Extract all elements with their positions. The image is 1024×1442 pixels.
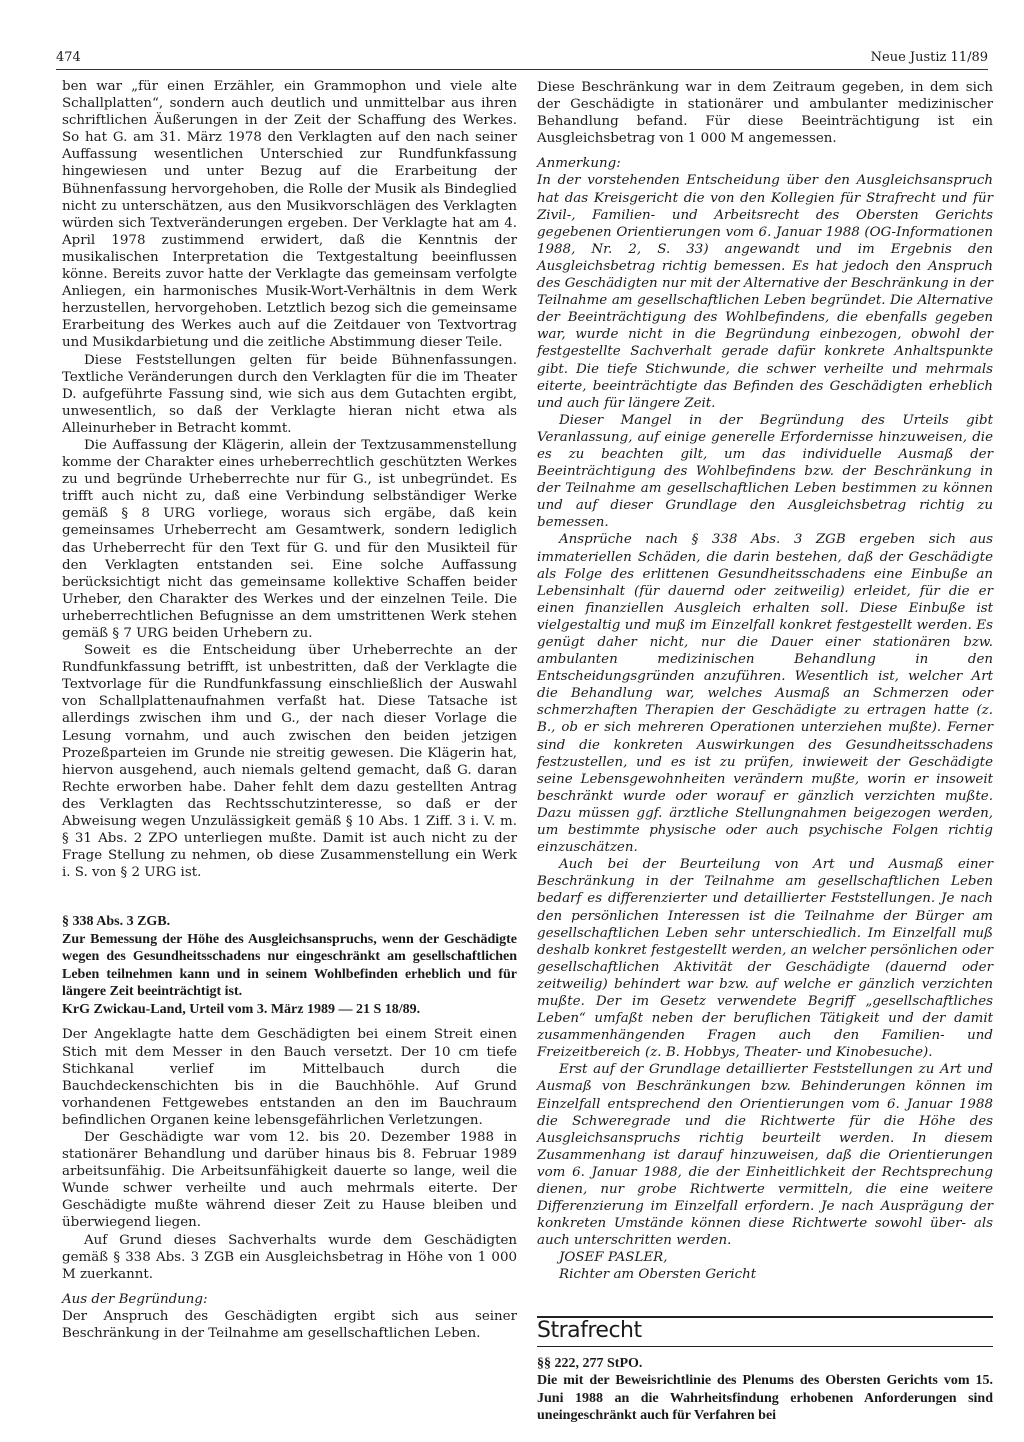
paragraph: Der Geschädigte war vom 12. bis 20. Dezember 1988 in stationärer Behandlung und darüber hinaus bis 8. Februar 1989 arbeitsunfähig. Die Arbeitsunfähigkeit dauerte so lange, weil die Wunde schwer verheilte und auch mehrmals eiterte. Der Geschädigte mußte während dieser Zeit zu Hause bleiben und überwiegend liegen. [62,1129,517,1231]
note-paragraph: Auch bei der Beurteilung von Art und Ausmaß einer Beschränkung in der Teilnahme am gesellschaftlichen Leben bedarf es differenzierter und detaillierter Feststellungen. Je nach den persönlichen Interessen ist die Teilnahme der Bürger am gesellschaftlichen Leben sehr unterschiedlich. Im Einzelfall muß deshalb konkret festgestellt werden, an welcher persönlichen oder gesellschaftlichen Aktivität der Geschädigte (dauernd oder zeitweilig) behindert war bzw. auf welche er gänzlich verzichten mußte. Der im Gesetz verwendete Begriff „gesellschaftliches Leben“ umfaßt neben der beruflichen Tätigkeit und der damit zusammenhängenden Fragen auch den Familien- und Freizeitbereich (z. B. Hobbys, Theater- und Kinobesuche). [537,857,993,1061]
paragraph: ben war „für einen Erzähler, ein Grammophon und viele alte Schallplatten“, sondern auch deutlich und unmittelbar aus ihren schriftlichen Äußerungen in der Zeit der Schaffung des Werkes. So hat G. am 31. März 1978 den Verklagten auf den nach seiner Auffassung wesentlichen Unterschied zur Rundfunkfassung hingewiesen und unter Bezug auf die Erarbeitung der Bühnenfassung hervorgehoben, die Rolle der Musik als Bindeglied nicht zu unterschätzen, aus den Musikvorschlägen des Verklagten würden sich Textveränderungen ergeben. Der Verklagte hat am 4. April 1978 zustimmend erwidert, daß die Kenntnis der musikalischen Interpretation die Textgestaltung beeinflussen könne. Bereits zuvor hatte der Verklagte das gemeinsam verfolgte Anliegen, ein harmonisches Musik-Wort-Verhältnis in dem Werk herzustellen, hervorgehoben. Letztlich bezog sich die gemeinsame Erarbeitung des Werkes auch auf die Zeitdauer von Textvortrag und Musikdarbietung und die zeitliche Abstimmung dieser Teile. [62,79,517,351]
note-paragraph: Dieser Mangel in der Begründung des Urteils gibt Veranlassung, auf einige generelle Erfordernisse hinzuweisen, die es zu beachten gilt, um das individuelle Ausmaß der Beeinträchtigung des Wohlbefindens bzw. der Beschränkung in der Teilnahme am gesellschaftlichen Leben bestimmen zu können und auf dieser Grundlage den Ausgleichsbetrag richtig zu bemessen. [537,412,993,531]
header-rule [56,69,988,70]
case-leitsatz: Zur Bemessung der Höhe des Ausgleichsanspruchs, wenn der Geschädigte wegen des Gesundheitsschadens nur eingeschränkt am gesellschaftlichen Leben teilnehmen kann und in seinem Wohlbefinden erheblich und für längere Zeit beeinträchtigt ist. [62,931,517,1000]
paragraph: Diese Beschränkung war in dem Zeitraum gegeben, in dem sich der Geschädigte in stationärer und ambulanter medizinischer Behandlung befand. Für diese Beeinträchtigung ist ein Ausgleichsbetrag von 1 000 M angemessen. [537,80,993,147]
right-column [537,79,993,1425]
paragraph: Der Angeklagte hatte dem Geschädigten bei einem Streit einen Stich mit dem Messer in den Bauch versetzt. Der 10 cm tiefe Stichkanal verlief im Mittelbauch durch die Bauchdeckenschichten bis in die Bauchhöhle. Auf Grund vorhandenen Fettgewebes entstanden an den im Bauchraum befindlichen Organen keine lebensgefährlichen Verletzungen. [62,1027,517,1128]
paragraph: Soweit es die Entscheidung über Urheberrechte an der Rundfunkfassung betrifft, ist unbestritten, daß der Verklagte die Textvorlage für die Rundfunkfassung einschließlich der Auswahl von Schallplattenaufnahmen verfaßt hat. Diese Tatsache ist allerdings zwischen ihm und G., der nach dieser Vorlage die Lesung vornahm, und auch zwischen den beiden jetzigen Prozeßparteien im Grunde nie streitig gewesen. Die Klägerin hat, hiervon ausgehend, auch niemals geltend gemacht, daß G. daran Rechte erworben habe. Daher fehlt dem dazu gestellten Antrag des Verklagten das Rechtsschutzinteresse, so daß er der Abweisung wegen Unzulässigkeit gemäß § 10 Abs. 1 Ziff. 3 i. V. m. § 31 Abs. 2 ZPO unterliegen mußte. Damit ist auch nicht zu der Frage Stellung zu nehmen, ob diese Zusammenstellung ein Werk i. S. von § 2 URG ist. [62,643,517,881]
paragraph: Die Auffassung der Klägerin, allein der Textzusammenstellung komme der Charakter eines urheberrechtlich geschützten Werkes zu und begründe Urheberrechte nur für G., ist unbegründet. Es trifft auch nicht zu, daß eine Verbindung selbständiger Werke gemäß § 8 URG vorliege, woraus sich ergäbe, daß kein gemeinsames Urheberrecht am Gesamtwerk, sondern lediglich das Urheberrecht für den Text für G. und für den Musikteil für den Verklagten entstanden sei. Eine solche Auffassung berücksichtigt nicht das gemeinsame kollektive Schaffen beider Urheber, den Charakter des Werkes und der einzelnen Teile. Die urheberrechtlichen Befugnisse an dem umstrittenen Werk stehen gemäß § 7 URG beiden Urhebern zu. [62,437,517,641]
page-number: 474 [56,50,81,65]
paragraph: Auf Grund dieses Sachverhalts wurde dem Geschädigten gemäß § 338 Abs. 3 ZGB ein Ausgleichsbetrag in Höhe von 1 000 M zuerkannt. [62,1232,517,1282]
section-title: Strafrecht [537,1317,642,1343]
page-header [56,50,988,68]
note-paragraph: In der vorstehenden Entscheidung über den Ausgleichsanspruch hat das Kreisgericht die von den Kollegien für Strafrecht und für Zivil-, Familien- und Arbeitsrecht des Obersten Gerichts gegebenen Orientierungen vom 6. Januar 1988 (OG-Informationen 1988, Nr. 2, S. 33) angewandt und im Ergebnis den Ausgleichsbetrag richtig bemessen. Es hat jedoch den Anspruch des Geschädigten nur mit der Alternative der Beschränkung in der Teilnahme am gesellschaftlichen Leben begründet. Die Alternative der Beeinträchtigung des Wohlbefindens, die ebenfalls gegeben war, wurde nicht in die Begründung einbezogen, obwohl der festgestellte Sachverhalt gerade dafür konkrete Anhaltspunkte gibt. Die tiefe Stichwunde, die schwer verheilte und mehrmals eiterte, beeinträchtigte das Befinden des Geschädigten erheblich und auch für längere Zeit. [537,173,993,411]
note-heading: Anmerkung: [537,156,621,172]
left-column [62,78,517,1342]
case-court: KrG Zwickau-Land, Urteil vom 3. März 1989 — 21 S 18/89. [62,1001,421,1017]
paragraph: Diese Feststellungen gelten für beide Bühnenfassungen. Textliche Veränderungen durch den Verklagten für die im Theater D. aufgeführte Fassung sind, wie sich aus dem Gutachten ergibt, unwesentlich, so daß der Verklagte hieran nicht etwa als Alleinurheber in Betracht kommt. [62,352,517,436]
journal-issue: Neue Justiz 11/89 [870,50,988,65]
signature-title: Richter am Obersten Gericht [559,1267,757,1283]
signature-name: JOSEF PASLER, [559,1250,668,1266]
note-paragraph: Ansprüche nach § 338 Abs. 3 ZGB ergeben sich aus immateriellen Schäden, die darin bestehen, daß der Geschädigte als Folge des erlittenen Gesundheitsschadens eine Einbuße an Lebensinhalt (für dauernd oder zeitweilig) erleidet, für die er einen finanziellen Ausgleich erhalten soll. Diese Einbuße ist vielgestaltig und muß im Einzelfall konkret festgestellt werden. Es genügt daher nicht, nur die Dauer einer stationären bzw. ambulanten medizinischen Behandlung in den Entscheidungsgründen anzuführen. Wesentlich ist, welcher Art die Behandlung war, welches Ausmaß an Schmerzen oder schmerzhaften Therapien der Geschädigte zu ertragen hatte (z. B., ob er sich mehreren Operationen unterziehen mußte). Ferner sind die konkreten Auswirkungen des Gesundheitsschadens festzustellen, und es ist zu prüfen, inwieweit der Geschädigte seine Lebensgewohnheiten verändern mußte, worin er insoweit beschränkt wurde oder worauf er gänzlich verzichten mußte. Dazu müssen ggf. ärztliche Stellungnahmen beigezogen werden, um bestimmte physische oder auch psychische Folgen richtig einzuschätzen. [537,532,993,856]
note-paragraph: Erst auf der Grundlage detaillierter Feststellungen zu Art und Ausmaß von Beschränkungen bzw. Behinderungen können im Einzelfall entsprechend den Orientierungen vom 6. Januar 1988 die Schweregrade und die Richtwerte für die Höhe des Ausgleichsanspruchs richtig beurteilt werden. In diesem Zusammenhang ist darauf hinzuweisen, daß die Orientierungen vom 6. Januar 1988, die der Einheitlichkeit der Rechtsprechung dienen, nur grobe Richtwerte vermitteln, die eine weitere Differenzierung im Einzelfall erfordern. Je nach Ausprägung der konkreten Umstände können diese Richtwerte sowohl über- als auch unterschritten werden. [537,1062,993,1249]
case-norm: §§ 222, 277 StPO. [537,1355,643,1371]
case-norm: § 338 Abs. 3 ZGB. [62,914,171,930]
paragraph: Der Anspruch des Geschädigten ergibt sich aus seiner Beschränkung in der Teilnahme am gesellschaftlichen Leben. [62,1308,517,1341]
reasons-heading: Aus der Begründung: [62,1291,208,1307]
case-leitsatz: Die mit der Beweisrichtlinie des Plenums des Obersten Gerichts vom 15. Juni 1988 an die Wahrheitsfindung erhobenen Anforderungen sind uneingeschränkt auch für Verfahren bei [537,1373,993,1424]
